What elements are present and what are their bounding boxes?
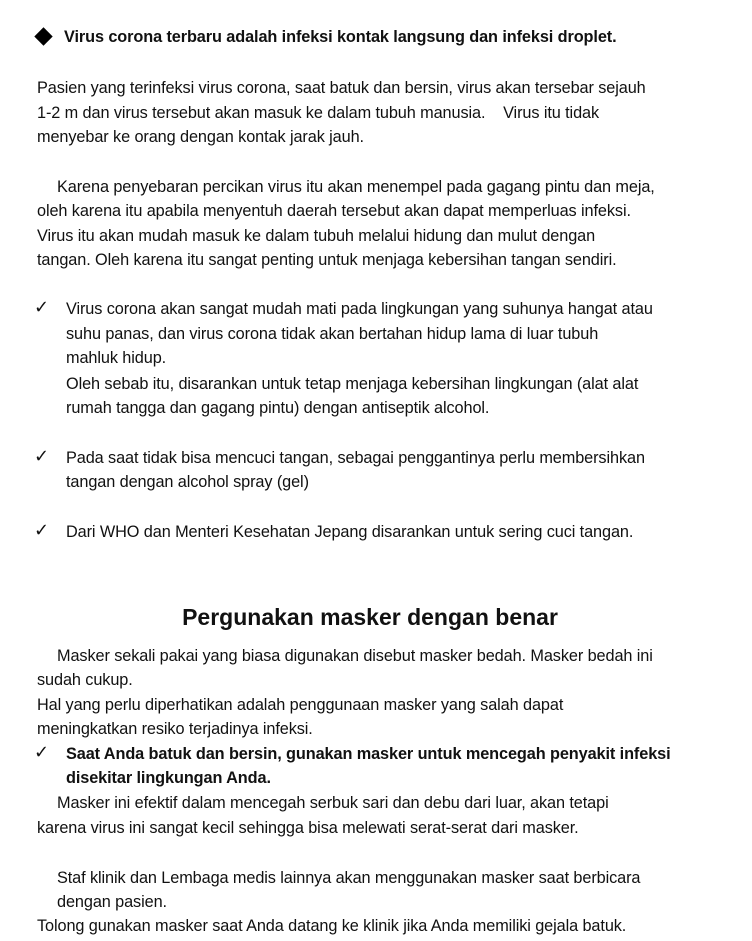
- paragraph-line: Virus itu akan mudah masuk ke dalam tubuh melalui hidung dan mulut dengan: [37, 227, 596, 245]
- paragraph-line: tangan. Oleh karena itu sangat penting untuk menjaga kebersihan tangan sendiri.: [37, 251, 617, 269]
- list-item-line: suhu panas, dan virus corona tidak akan bertahan hidup lama di luar tubuh: [66, 325, 599, 343]
- checkmark-icon: ✓: [34, 297, 50, 318]
- list-item-line: Virus corona akan sangat mudah mati pada lingkungan yang suhunya hangat atau: [66, 300, 653, 318]
- paragraph-line: Masker ini efektif dalam mencegah serbuk sari dan debu dari luar, akan tetapi: [57, 794, 609, 812]
- list-item-line: mahluk hidup.: [66, 349, 167, 367]
- paragraph-line: oleh karena itu apabila menyentuh daerah tersebut akan dapat memperluas infeksi.: [37, 202, 631, 220]
- paragraph-line: 1-2 m dan virus tersebut akan masuk ke dalam tubuh manusia. Virus itu tidak: [37, 104, 600, 122]
- paragraph-line: sudah cukup.: [37, 671, 133, 689]
- section-title: Pergunakan masker dengan benar: [182, 604, 558, 630]
- paragraph-line: meningkatkan resiko terjadinya infeksi.: [37, 720, 313, 738]
- paragraph-line: Tolong gunakan masker saat Anda datang ke klinik jika Anda memiliki gejala batuk.: [37, 917, 627, 935]
- paragraph-line: Hal yang perlu diperhatikan adalah penggunaan masker yang salah dapat: [37, 696, 564, 714]
- list-item-line: Saat Anda batuk dan bersin, gunakan masker untuk mencegah penyakit infeksi: [66, 745, 671, 763]
- checkmark-icon: ✓: [34, 742, 50, 763]
- paragraph-line: menyebar ke orang dengan kontak jarak jauh.: [37, 128, 364, 146]
- checkmark-icon: ✓: [34, 446, 50, 467]
- paragraph-line: Pasien yang terinfeksi virus corona, saat batuk dan bersin, virus akan tersebar sejauh: [37, 79, 646, 97]
- paragraph-line: Staf klinik dan Lembaga medis lainnya akan menggunakan masker saat berbicara: [57, 869, 641, 887]
- paragraph-line: Karena penyebaran percikan virus itu akan menempel pada gagang pintu dan meja,: [57, 178, 655, 196]
- list-item-line: rumah tangga dan gagang pintu) dengan antiseptik alcohol.: [66, 399, 490, 417]
- list-item-line: Dari WHO dan Menteri Kesehatan Jepang disarankan untuk sering cuci tangan.: [66, 523, 634, 541]
- list-item-line: Pada saat tidak bisa mencuci tangan, sebagai penggantinya perlu membersihkan: [66, 449, 645, 467]
- paragraph-line: Masker sekali pakai yang biasa digunakan disebut masker bedah. Masker bedah ini: [57, 647, 653, 665]
- diamond-bullet-icon: [34, 27, 52, 45]
- list-item-line: tangan dengan alcohol spray (gel): [66, 473, 309, 491]
- list-item-line: disekitar lingkungan Anda.: [66, 769, 271, 787]
- bullet-heading: Virus corona terbaru adalah infeksi kontak langsung dan infeksi droplet.: [64, 28, 617, 46]
- list-item-line: Oleh sebab itu, disarankan untuk tetap menjaga kebersihan lingkungan (alat alat: [66, 375, 639, 393]
- checkmark-icon: ✓: [34, 520, 50, 541]
- paragraph-line: karena virus ini sangat kecil sehingga bisa melewati serat-serat dari masker.: [37, 819, 579, 837]
- paragraph-line: dengan pasien.: [57, 893, 167, 911]
